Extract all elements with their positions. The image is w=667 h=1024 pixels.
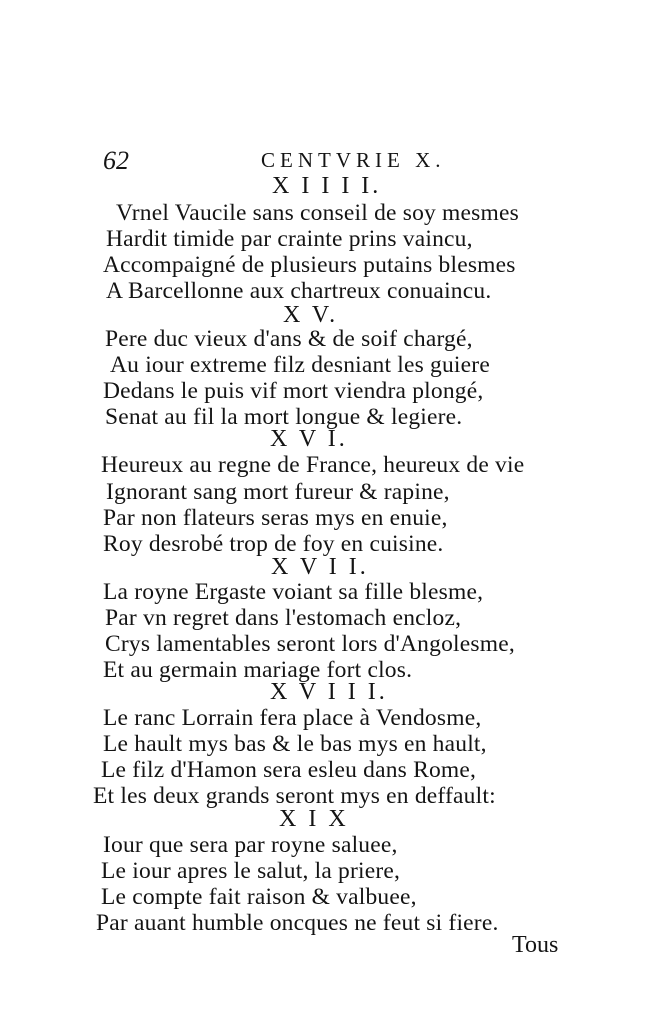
quatrain-heading: X V I.: [270, 426, 348, 452]
quatrain-heading: X V I I.: [271, 554, 369, 580]
quatrain-heading: X I I I I.: [272, 173, 382, 199]
verse-line: Par auant humble oncques ne feut si fiere.: [96, 910, 499, 936]
catchword: Tous: [512, 932, 559, 958]
verse-line: Senat au fil la mort longue & legiere.: [105, 404, 463, 430]
page-number: 62: [103, 146, 129, 175]
verse-line: Pere duc vieux d'ans & de soif chargé,: [105, 326, 473, 352]
verse-line: Par non flateurs seras mys en enuie,: [103, 505, 448, 531]
verse-line: Le compte fait raison & valbuee,: [101, 884, 417, 910]
verse-line: Iour que sera par royne saluee,: [103, 832, 398, 858]
running-head: CENTVRIE X.: [261, 148, 446, 172]
quatrain-heading: X I X: [279, 806, 349, 832]
verse-line: Le filz d'Hamon sera esleu dans Rome,: [101, 757, 477, 783]
verse-line: Le iour apres le salut, la priere,: [101, 858, 401, 884]
quatrain-heading: X V I I I.: [270, 679, 388, 705]
verse-line: Le hault mys bas & le bas mys en hault,: [103, 731, 487, 757]
verse-line: La royne Ergaste voiant sa fille blesme,: [103, 579, 484, 605]
verse-line: Et les deux grands seront mys en deffault:: [93, 783, 496, 809]
verse-line: Crys lamentables seront lors d'Angolesme,: [105, 631, 515, 657]
quatrain-heading: X V.: [283, 302, 339, 328]
verse-line: Dedans le puis vif mort viendra plongé,: [103, 378, 484, 404]
verse-line: Et au germain mariage fort clos.: [103, 657, 413, 683]
verse-line: Hardit timide par crainte prins vaincu,: [106, 226, 473, 252]
verse-line: Vrnel Vaucile sans conseil de soy mesmes: [116, 200, 519, 226]
verse-line: Au iour extreme filz desniant les guiere: [110, 352, 490, 378]
verse-line: Ignorant sang mort fureur & rapine,: [106, 479, 450, 505]
verse-line: Accompaigné de plusieurs putains blesmes: [103, 252, 516, 278]
verse-line: Roy desrobé trop de foy en cuisine.: [103, 531, 444, 557]
verse-line: Heureux au regne de France, heureux de vie: [101, 452, 525, 478]
verse-line: Le ranc Lorrain fera place à Vendosme,: [103, 705, 482, 731]
verse-line: Par vn regret dans l'estomach encloz,: [105, 605, 462, 631]
verse-line: A Barcellonne aux chartreux conuaincu.: [106, 278, 492, 304]
